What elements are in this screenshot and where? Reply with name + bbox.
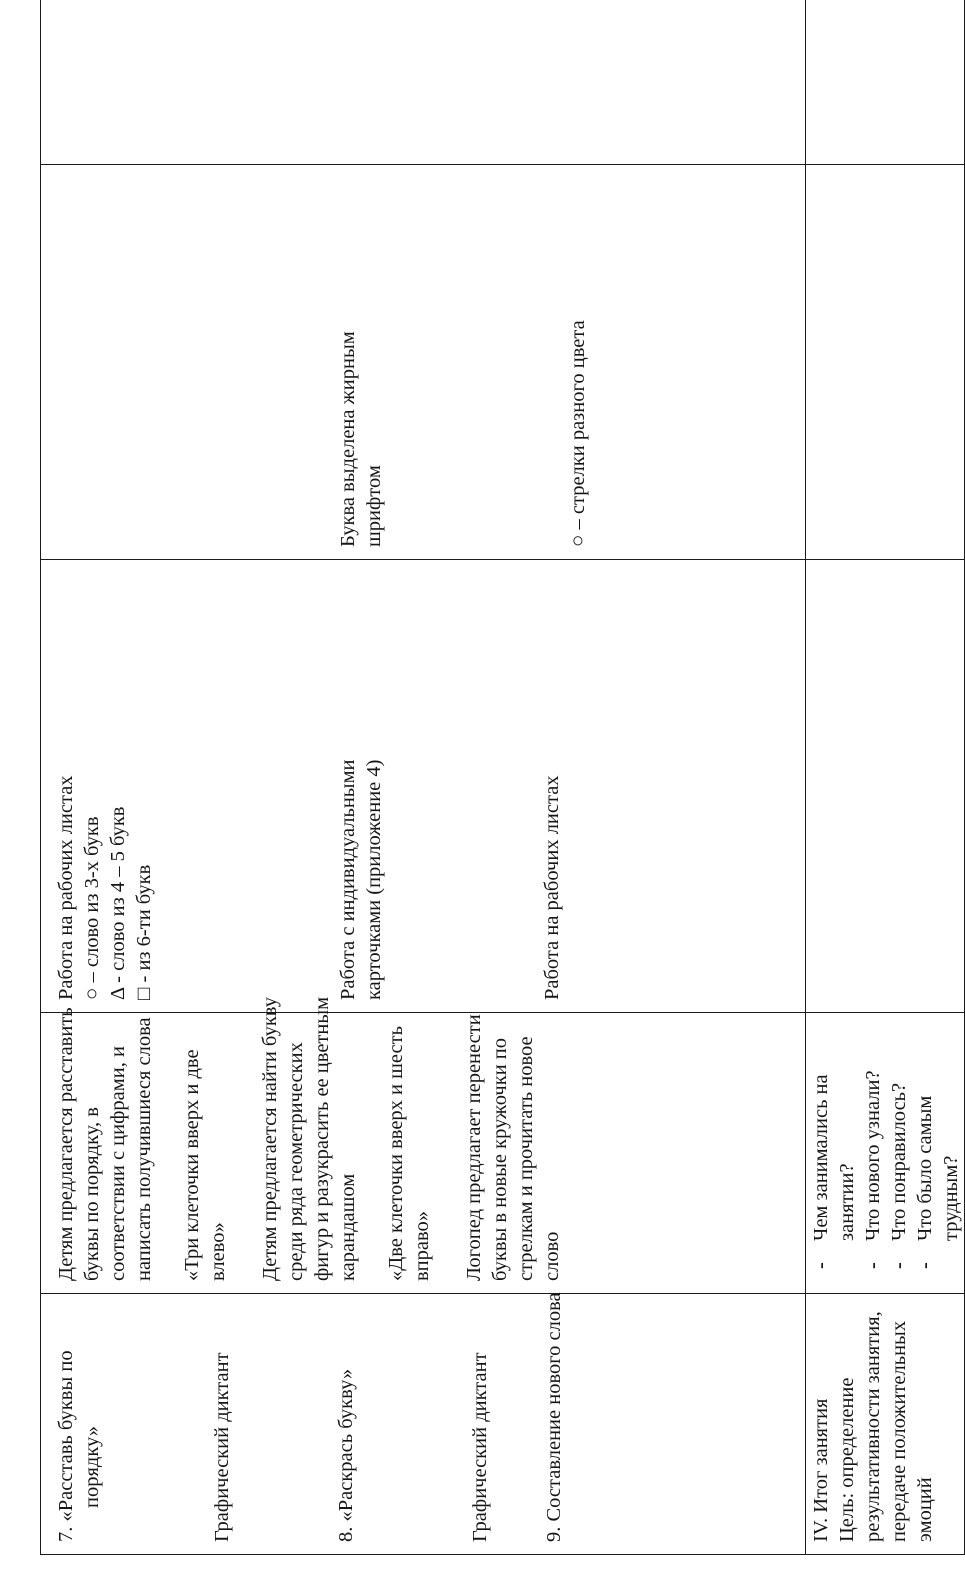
item8: 8. «Раскрась букву» [335,1368,357,1542]
graphic-dictation-2: Графический диктант [469,1352,491,1542]
cell-empty-4 [806,0,965,165]
item7-line1: 7. «Расставь буквы по [55,1350,77,1542]
cell-final-stage [806,1294,965,1555]
question4-line1: Что было самым [914,1095,936,1241]
list-item [808,1023,860,1281]
cell-empty-3 [806,165,965,560]
note1-line1: Буква выделена жирным [337,331,359,547]
list-item [886,1023,912,1281]
question3: Что понравилось? [888,1082,910,1241]
final-line1: IV. Итог занятия [810,1398,832,1542]
item9: 9. Составление нового слова [543,1292,565,1542]
work1-line2: ○ – слово из 3-х букв [81,816,103,1000]
final-line2: Цель: определение [836,1377,858,1542]
task1-line4: написать получившиеся слова [133,1017,155,1281]
dash-bullet: - [810,1262,832,1269]
work1-line4: □ - из 6-ти букв [133,864,155,1000]
task3-line4: карандашом [337,1173,359,1281]
question-list [808,1023,964,1281]
cell-empty-2 [806,560,965,1013]
task2-line1: «Три клеточки вверх и две [181,1049,203,1281]
dash-bullet: - [862,1262,884,1269]
cell-notes [41,165,806,560]
list-item [912,1023,964,1281]
task4-line1: «Две клеточки вверх и шесть [385,1026,407,1281]
task1-line3: соответствии с цифрами, и [107,1046,129,1281]
task3-line1: Детям предлагается найти букву [259,996,281,1281]
work1-line3: Δ - слово из 4 – 5 букв [107,806,129,1000]
work2-line2: карточками (приложение 4) [363,759,385,1000]
task5-line3: стрелкам и прочитать новое [515,1036,537,1281]
cell-work-form [41,560,806,1013]
task5-line1: Логопед предлагает перенести [463,1014,485,1281]
task5-line4: слово [541,1231,563,1281]
table-row-main [41,0,806,1555]
task2-line2: влево» [207,1222,229,1281]
task5-line2: буквы в новые кружочки по [489,1037,511,1281]
item7-line2: порядку» [81,1425,103,1508]
final-line4: передаче положительных [888,1320,910,1542]
final-line3: результативности занятия, [862,1311,884,1542]
dash-bullet: - [914,1262,936,1269]
question1-line2: занятии? [836,1163,858,1241]
table-row-final [806,0,965,1555]
cell-content [41,996,806,1294]
note2: ○ – стрелки разного цвета [567,320,589,547]
task1-line2: буквы по порядку, в [81,1107,103,1281]
note1-line2: шрифтом [363,465,385,547]
final-line5: эмоций [914,1477,936,1542]
list-item [860,1023,886,1281]
graphic-dictation-1: Графический диктант [211,1352,233,1542]
cell-final-questions [806,1013,965,1294]
question4-line2: трудным? [940,1155,962,1241]
rotated-page [40,30,962,1555]
cell-stage [41,1294,806,1555]
work1-line1: Работа на рабочих листах [55,775,77,1000]
task4-line2: вправо» [411,1210,433,1281]
work2-line1: Работа с индивидуальными [337,759,359,1000]
work3: Работа на рабочих листах [541,775,563,1000]
question2: Что нового узнали? [862,1070,884,1241]
task3-line2: среди ряда геометрических [285,1042,307,1281]
dash-bullet: - [888,1262,910,1269]
task1-line1: Детям предлагается расставить [55,1007,77,1281]
cell-empty-1 [41,0,806,165]
task3-line3: фигур и разукрасить ее цветным [311,996,333,1281]
lesson-table [40,0,965,1555]
question1-line1: Чем занимались на [810,1074,832,1241]
